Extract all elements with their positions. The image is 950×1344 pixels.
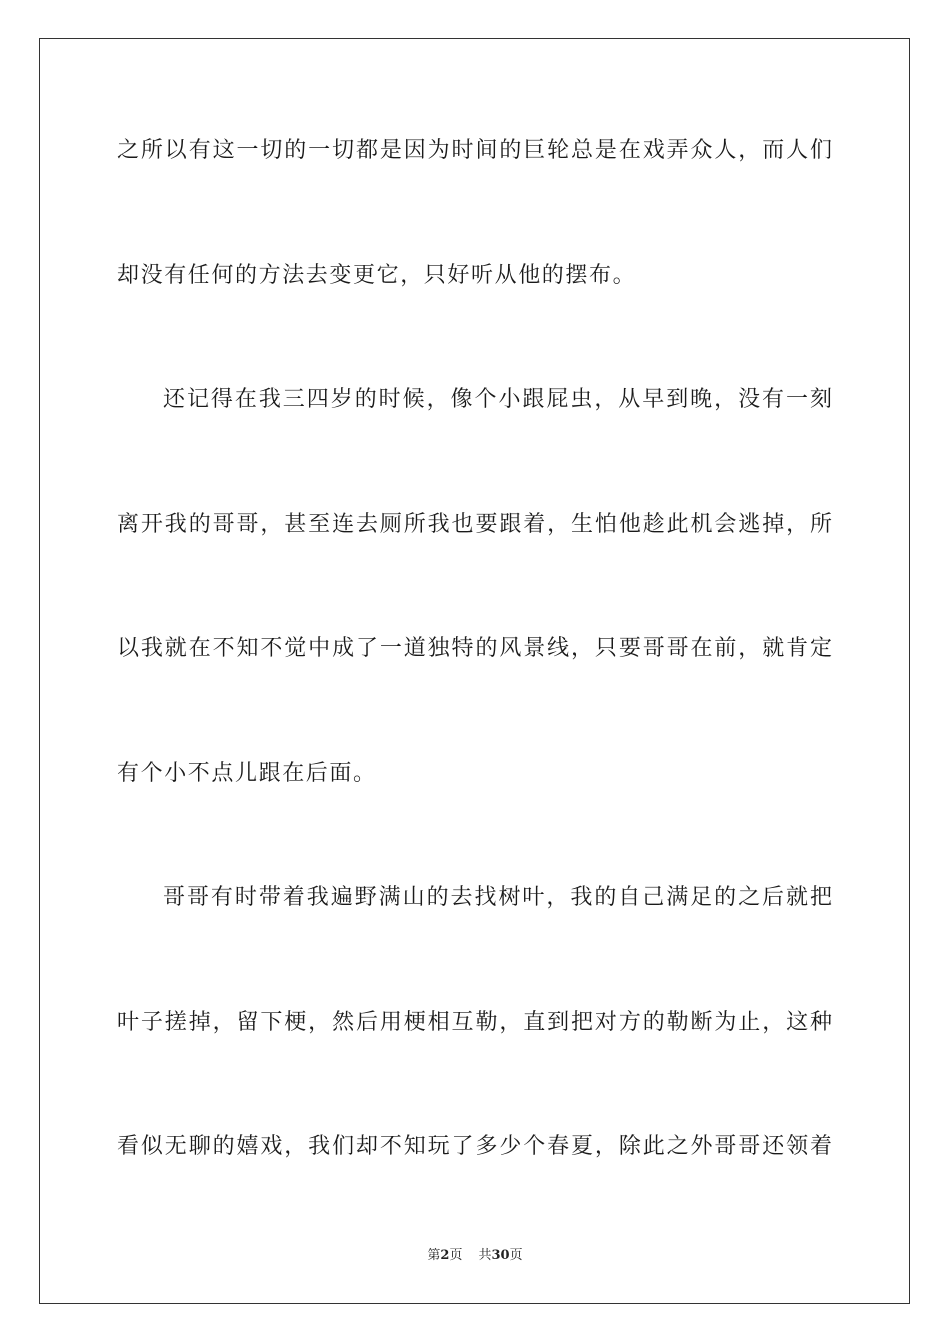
page-footer (0, 1247, 950, 1265)
text-line: 之所以有这一切的一切都是因为时间的巨轮总是在戏弄众人，而人们 (117, 138, 832, 163)
text-line: 有个小不点儿跟在后面。 (117, 761, 377, 786)
text-line: 看似无聊的嬉戏，我们却不知玩了多少个春夏，除此之外哥哥还领着 (117, 1134, 832, 1159)
text-line: 叶子搓掉，留下梗，然后用梗相互勒，直到把对方的勒断为止，这种 (117, 1010, 832, 1035)
text-line: 却没有任何的方法去变更它，只好听从他的摆布。 (117, 263, 637, 288)
total-pages: 30 (491, 1248, 510, 1263)
total-suffix: 页 (509, 1248, 523, 1263)
text-line: 离开我的哥哥，甚至连去厕所我也要跟着，生怕他趁此机会逃掉，所 (117, 512, 832, 537)
page-prefix: 第 (427, 1248, 441, 1263)
text-line: 哥哥有时带着我遍野满山的去找树叶，我的自己满足的之后就把 (163, 885, 832, 910)
page-number: 2 (440, 1248, 450, 1263)
page-suffix: 页 (449, 1248, 463, 1263)
page-border (39, 38, 910, 1304)
text-line: 以我就在不知不觉中成了一道独特的风景线，只要哥哥在前，就肯定 (117, 636, 832, 661)
total-prefix: 共 (478, 1248, 492, 1263)
text-line: 还记得在我三四岁的时候，像个小跟屁虫，从早到晚，没有一刻 (163, 387, 832, 412)
